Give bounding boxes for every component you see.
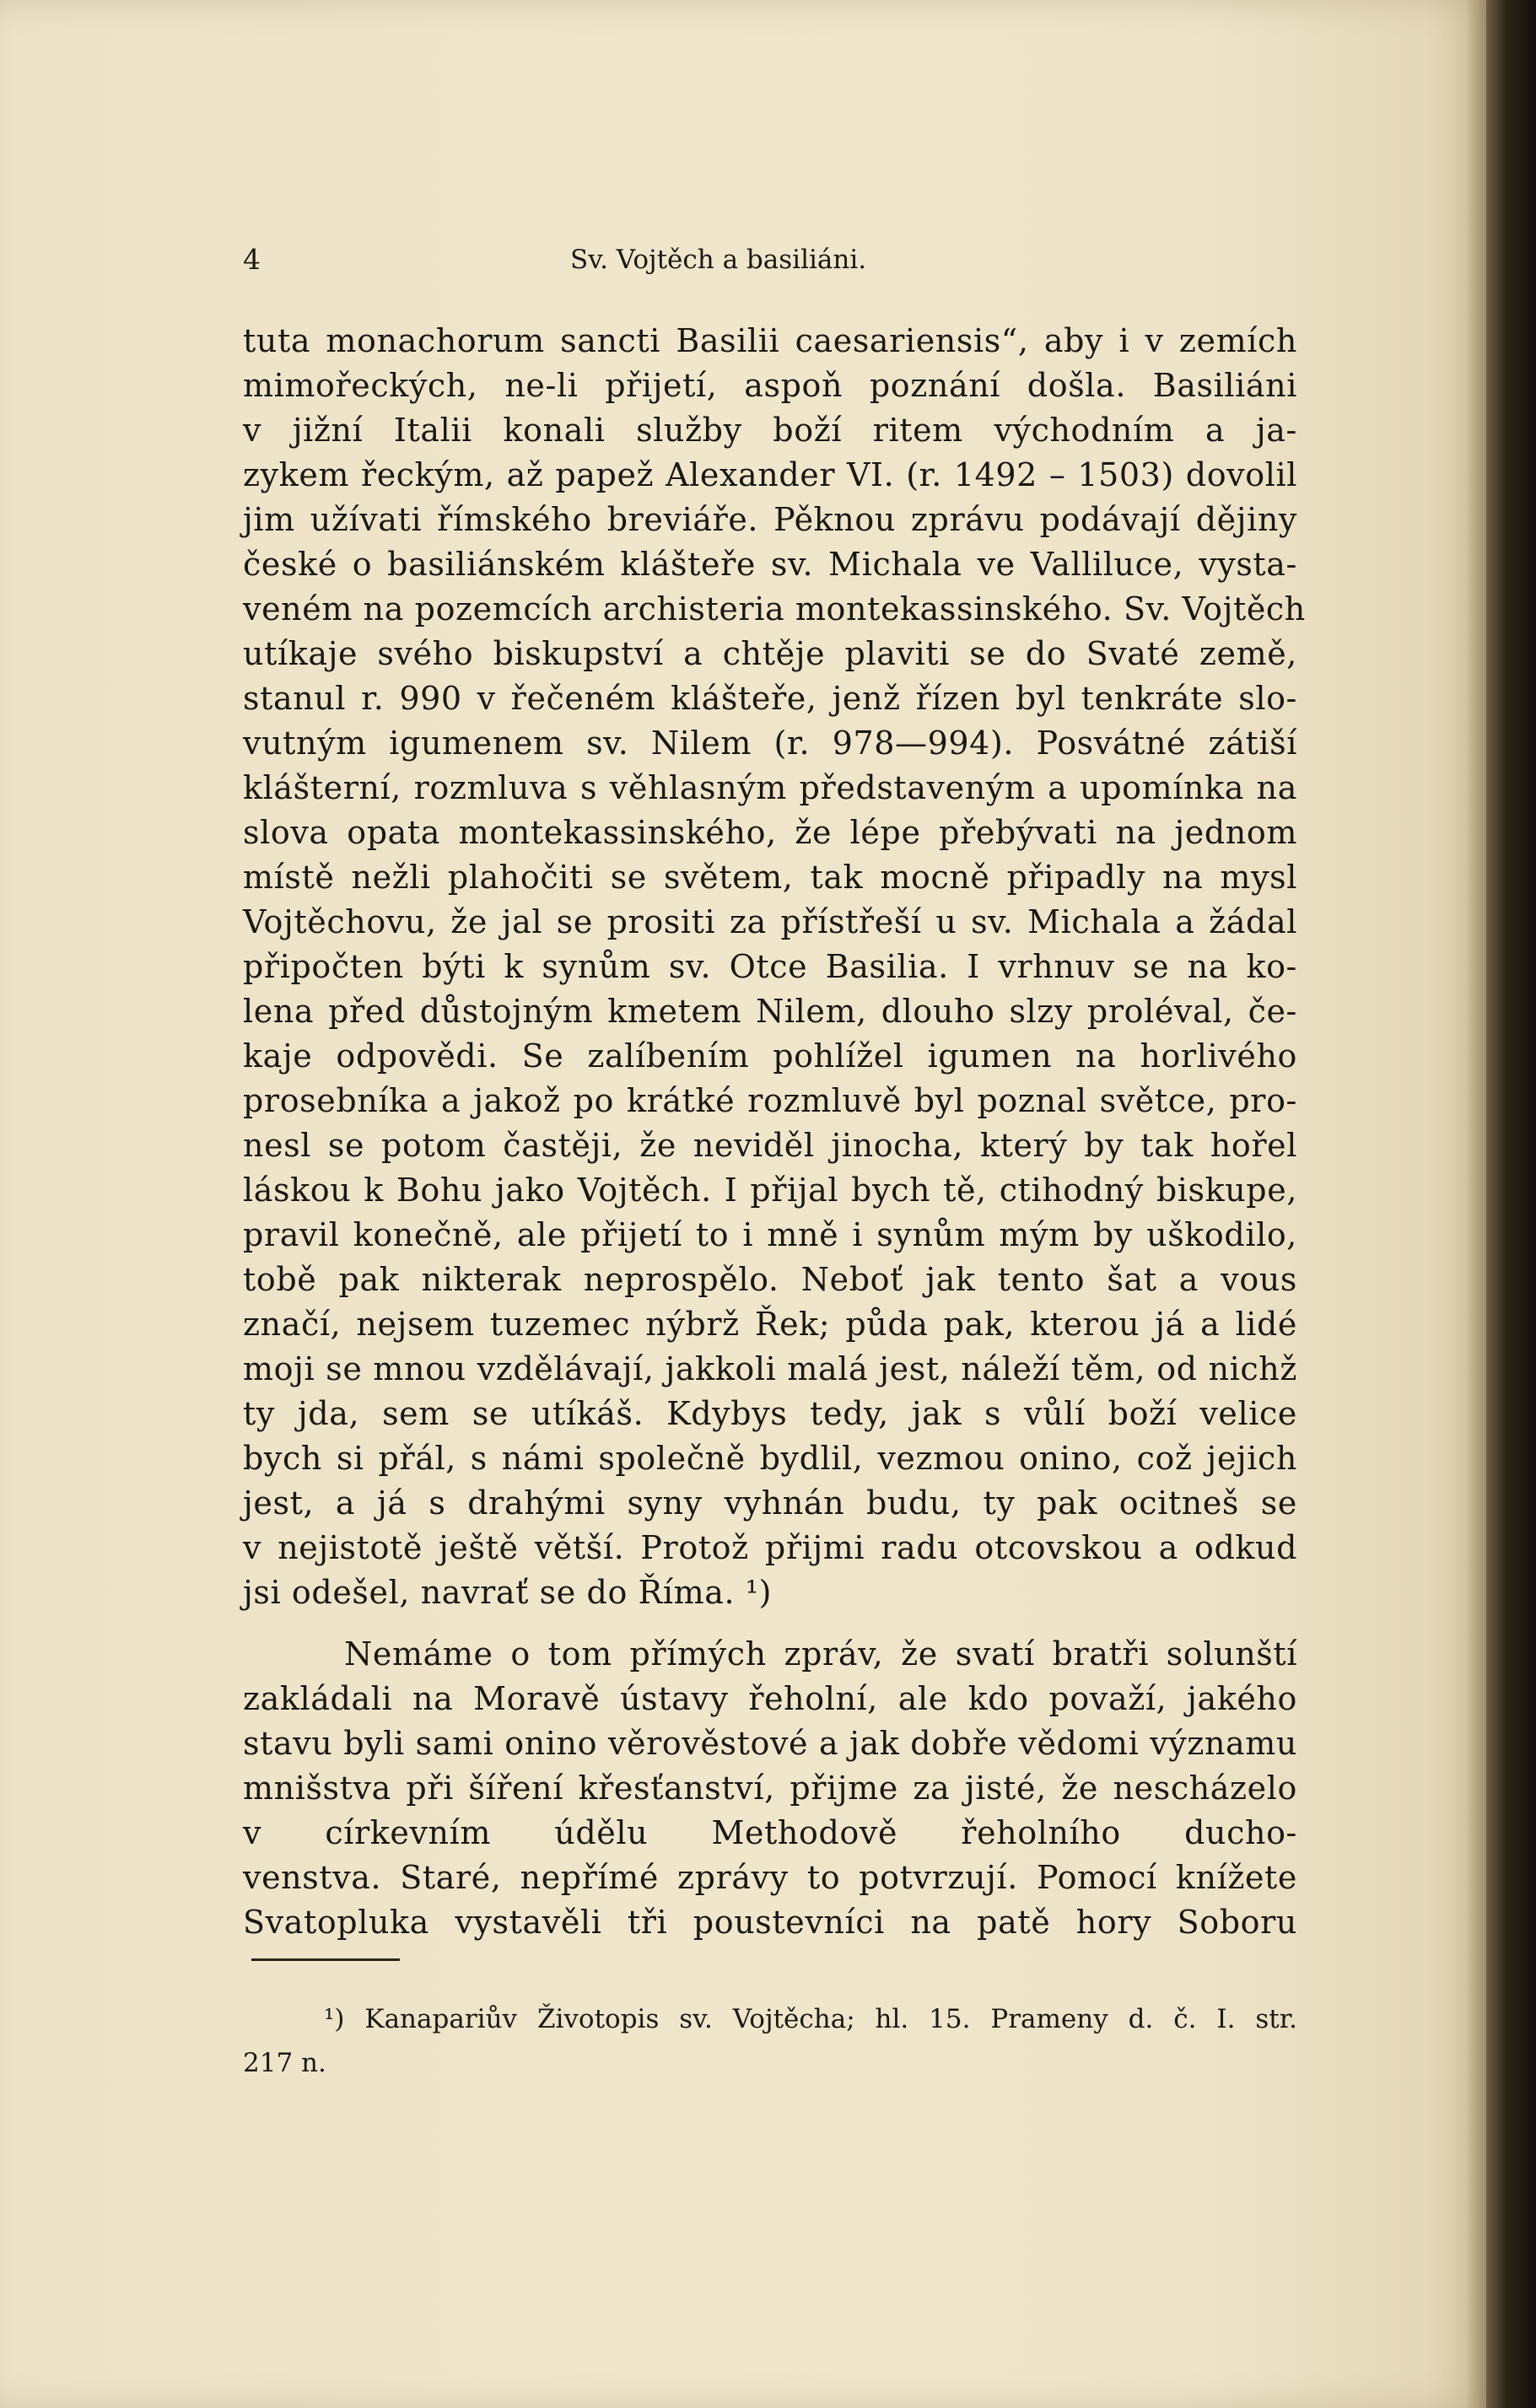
text-line: jest, a já s drahými syny vyhnán budu, ty pak ocitneš se xyxy=(243,1484,1297,1522)
text-line: v jižní Italii konali služby boží ritem východním a ja- xyxy=(243,412,1297,449)
text-line: venstva. Staré, nepřímé zprávy to potvrzují. Pomocí knížete xyxy=(243,1859,1297,1896)
text-line: v nejistotě ještě větší. Protož přijmi radu otcovskou a odkud xyxy=(243,1529,1297,1566)
text-line: Vojtěchovu, že jal se prositi za přístřeší u sv. Michala a žádal xyxy=(243,903,1297,940)
text-line: připočten býti k synům sv. Otce Basilia. I vrhnuv se na ko- xyxy=(243,948,1297,985)
text-line: české o basiliánském klášteře sv. Michala ve Valliluce, vysta- xyxy=(243,546,1297,583)
text-line: lena před důstojným kmetem Nilem, dlouho slzy proléval, če- xyxy=(243,993,1297,1030)
paragraph-2 xyxy=(243,1632,1297,1945)
text-line: značí, nejsem tuzemec nýbrž Řek; půda pak, kterou já a lidé xyxy=(243,1306,1297,1343)
text-line: ty jda, sem se utíkáš. Kdybys tedy, jak s vůlí boží velice xyxy=(243,1395,1297,1432)
text-line: místě nežli plahočiti se světem, tak mocně připadly na mysl xyxy=(243,859,1297,896)
text-line: moji se mnou vzdělávají, jakkoli malá jest, náleží těm, od nichž xyxy=(243,1350,1297,1387)
text-line: veném na pozemcích archisteria montekassinského. Sv. Vojtěch xyxy=(243,590,1306,628)
running-title: Sv. Vojtěch a basiliáni. xyxy=(570,245,867,275)
text-line: Nemáme o tom přímých zpráv, že svatí bratři solunští xyxy=(344,1635,1297,1673)
page-fold-shadow xyxy=(1466,0,1486,2408)
footnote-divider xyxy=(251,1958,400,1961)
text-line: vutným igumenem sv. Nilem (r. 978—994). Posvátné zátiší xyxy=(243,725,1297,762)
footnotes xyxy=(243,1997,1297,2085)
text-line: prosebníka a jakož po krátké rozmluvě byl poznal světce, pro- xyxy=(243,1082,1297,1119)
text-line: v církevním údělu Methodově řeholního ducho- xyxy=(243,1814,1297,1851)
footnote-line: ¹) Kanapariův Životopis sv. Vojtěcha; hl. 15. Prameny d. č. I. str. xyxy=(324,2004,1297,2034)
text-line: stavu byli sami onino věrověstové a jak dobře vědomi významu xyxy=(243,1725,1297,1762)
text-line: zykem řeckým, až papež Alexander VI. (r. 1492 – 1503) dovolil xyxy=(243,456,1297,493)
text-line: jim užívati římského breviáře. Pěknou zprávu podávají dějiny xyxy=(243,501,1297,538)
text-line: zakládali na Moravě ústavy řeholní, ale kdo považí, jakého xyxy=(243,1680,1297,1717)
text-line: tuta monachorum sancti Basilii caesariensis“, aby i v zemích xyxy=(243,322,1297,359)
page-header xyxy=(243,243,918,285)
text-line: láskou k Bohu jako Vojtěch. I přijal bych tě, ctihodný biskupe, xyxy=(243,1172,1297,1209)
text-line: klášterní, rozmluva s věhlasným představeným a upomínka na xyxy=(243,769,1297,806)
text-line: stanul r. 990 v řečeném klášteře, jenž řízen byl tenkráte slo- xyxy=(243,680,1297,717)
page-number: 4 xyxy=(243,243,261,276)
text-line: Svatopluka vystavěli tři poustevníci na patě hory Soboru xyxy=(243,1904,1297,1941)
text-line: mnišstva při šíření křesťanství, přijme za jisté, že nescházelo xyxy=(243,1770,1297,1807)
text-line: tobě pak nikterak neprospělo. Neboť jak tento šat a vous xyxy=(243,1261,1297,1298)
text-line: jsi odešel, navrať se do Říma. ¹) xyxy=(243,1574,773,1611)
text-line: slova opata montekassinského, že lépe přebývati na jednom xyxy=(243,814,1297,851)
paragraph-gap xyxy=(243,1615,1297,1632)
text-line: utíkaje svého biskupství a chtěje plaviti se do Svaté země, xyxy=(243,635,1297,672)
main-text xyxy=(243,319,1306,1945)
footnote-line: 217 n. xyxy=(243,2048,326,2078)
text-line: mimořeckých, ne-li přijetí, aspoň poznání došla. Basiliáni xyxy=(243,367,1297,404)
text-line: bych si přál, s námi společně bydlil, vezmou onino, což jejich xyxy=(243,1440,1297,1477)
book-gutter xyxy=(1486,0,1536,2408)
paragraph-1 xyxy=(243,319,1306,1615)
text-line: pravil konečně, ale přijetí to i mně i synům mým by uškodilo, xyxy=(243,1216,1297,1253)
text-line: nesl se potom častěji, že neviděl jinocha, který by tak hořel xyxy=(243,1127,1297,1164)
text-line: kaje odpovědi. Se zalíbením pohlížel igumen na horlivého xyxy=(243,1037,1297,1075)
